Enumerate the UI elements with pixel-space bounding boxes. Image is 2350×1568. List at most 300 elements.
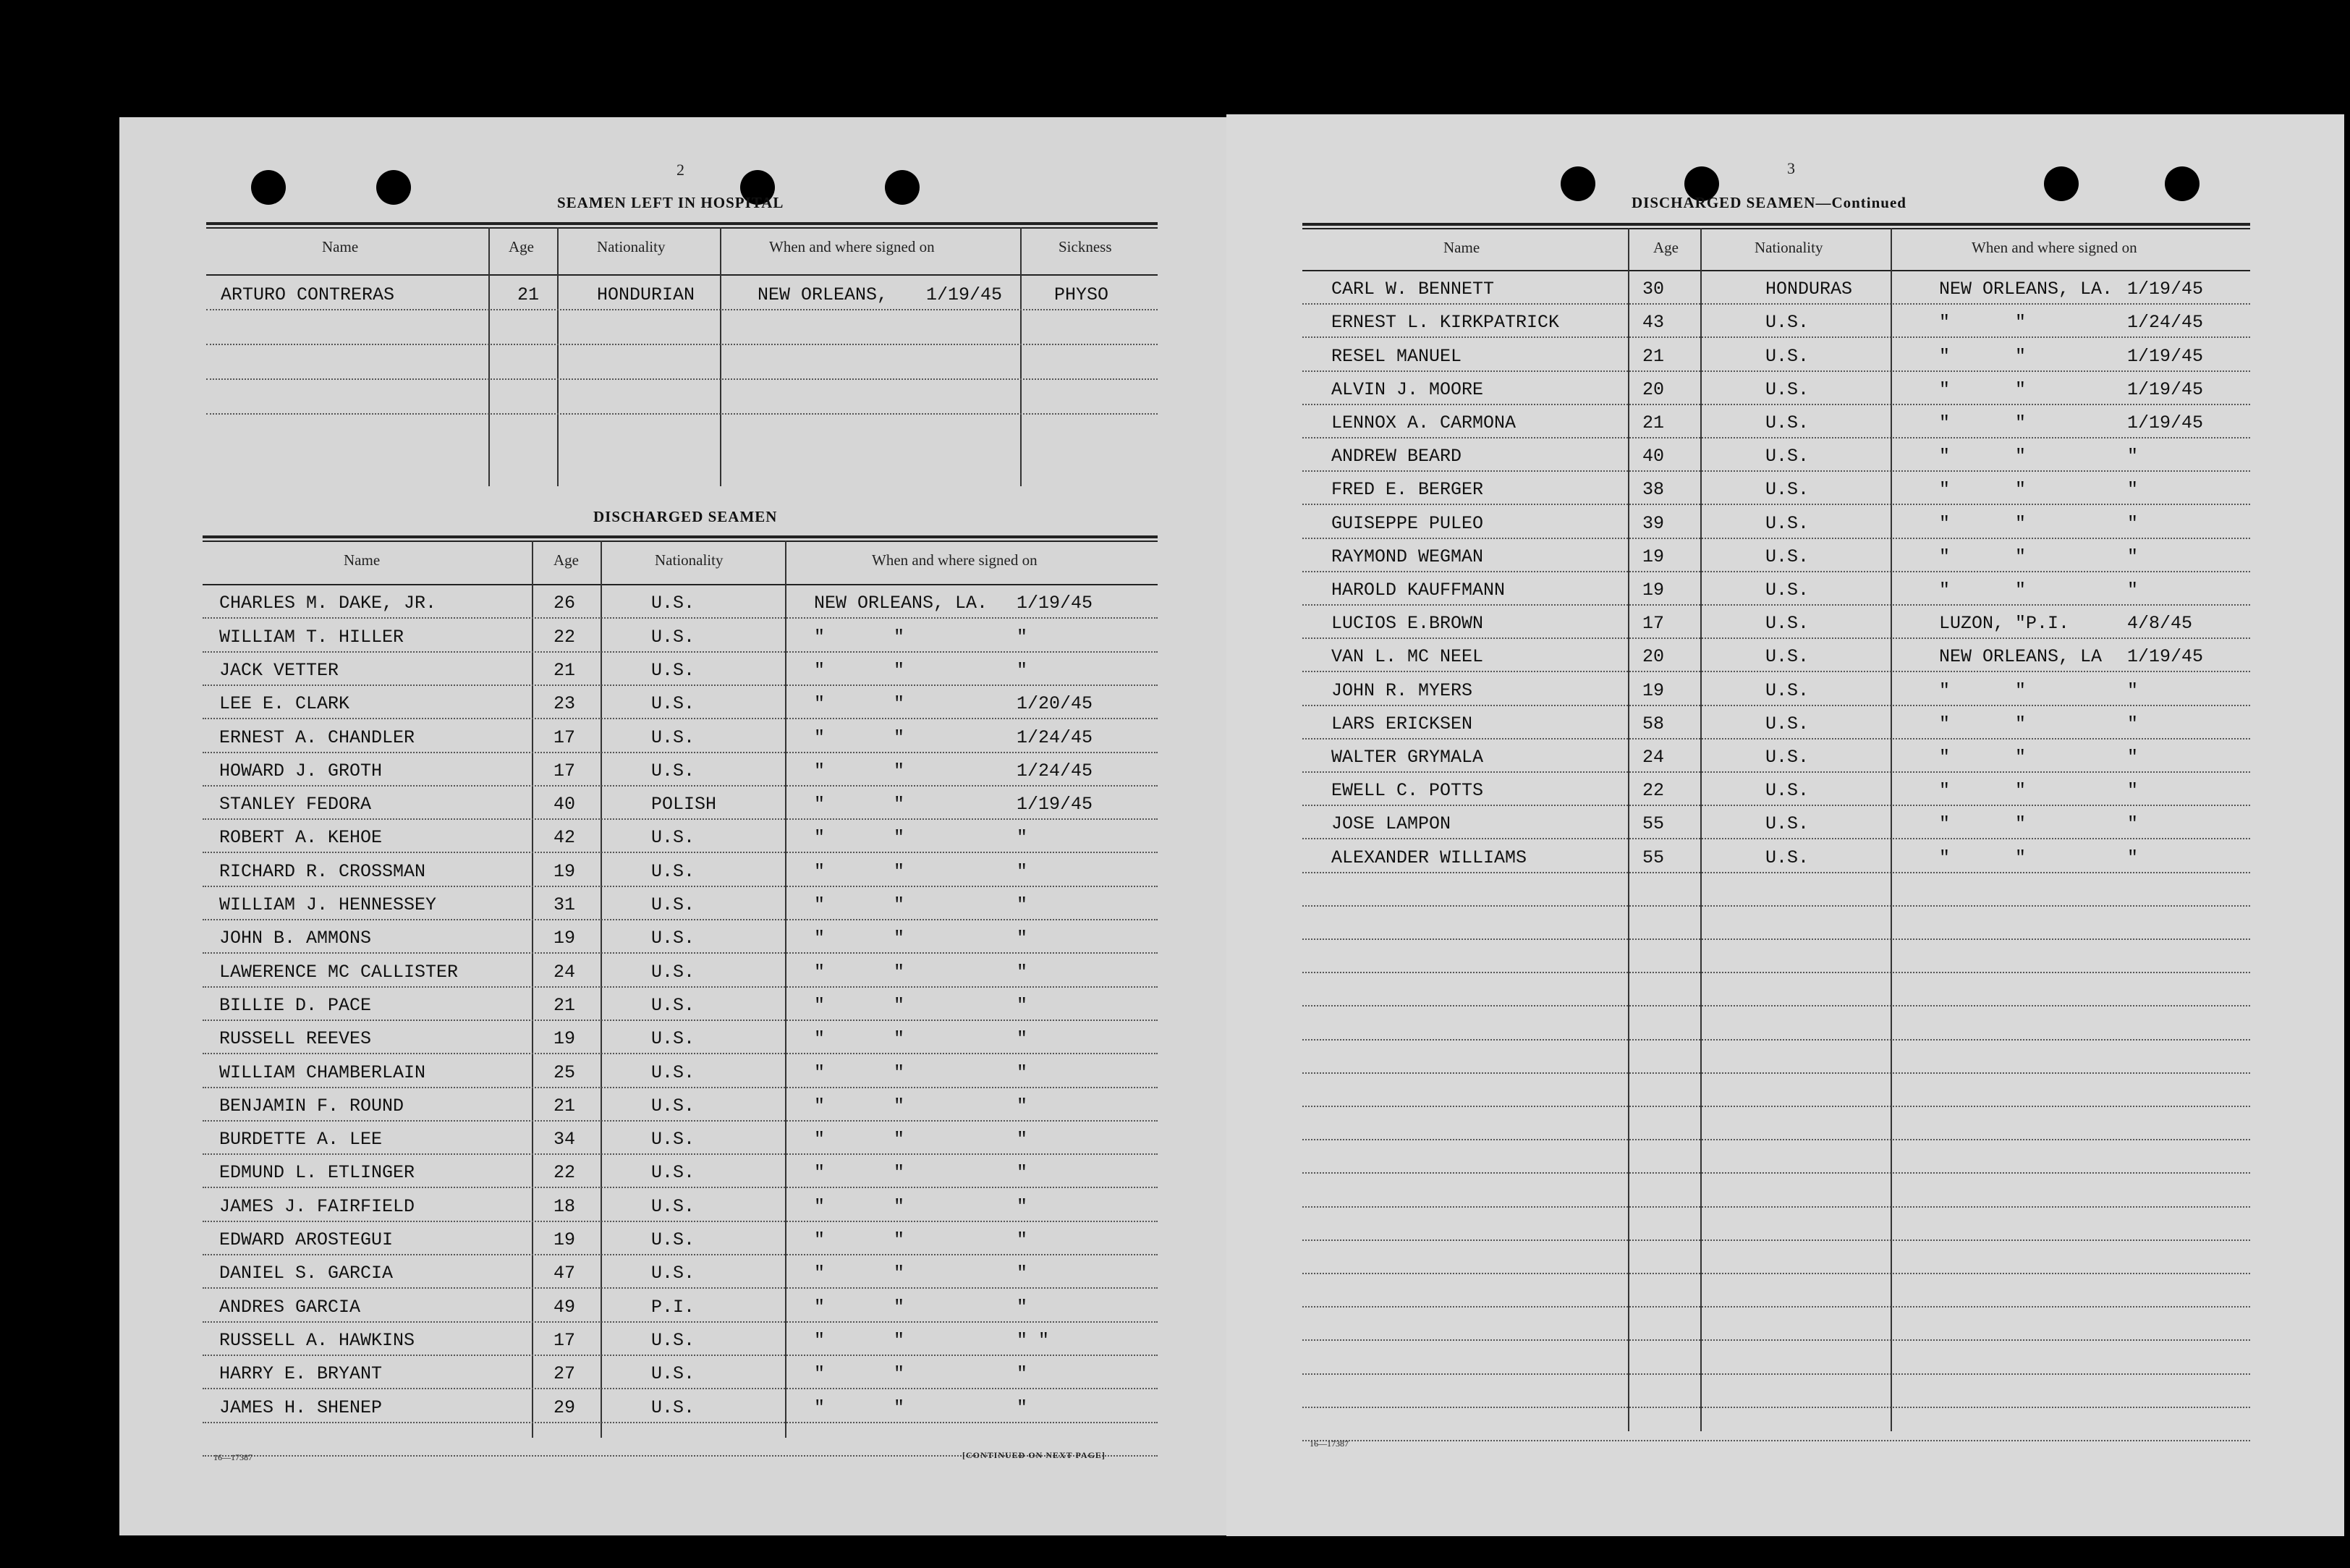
table-cell-where2: " <box>2015 345 2027 367</box>
table-cell-date: " <box>1017 1229 1028 1250</box>
table-cell-where2: " <box>894 994 905 1016</box>
table-cell-nationality: U.S. <box>1765 679 1810 701</box>
table-cell-where2: " <box>894 1363 905 1385</box>
column-divider <box>532 541 533 1438</box>
table-cell-nationality: U.S. <box>1765 546 1810 567</box>
table-cell-age: 19 <box>553 1229 576 1250</box>
table-cell-nationality: U.S. <box>651 726 695 748</box>
table-cell-where2: " <box>894 659 905 681</box>
table-cell-nationality: U.S. <box>651 1263 695 1284</box>
table-cell-where2: " <box>2015 679 2027 701</box>
table-cell-date: " <box>1017 1263 1028 1284</box>
table-cell-where1: " <box>814 726 826 748</box>
table-cell-nationality: U.S. <box>651 1397 695 1418</box>
table-cell-date: " <box>1017 1095 1028 1116</box>
table-cell-age: 21 <box>553 994 576 1016</box>
row-line <box>1302 336 2250 339</box>
row-line <box>1302 972 2250 974</box>
row-line <box>203 718 1158 720</box>
row-line <box>1302 838 2250 840</box>
table-cell-age: 17 <box>553 760 576 781</box>
punch-hole-icon <box>2044 166 2079 201</box>
table-cell-name: BURDETTE A. LEE <box>219 1129 383 1150</box>
row-line <box>1302 1005 2250 1007</box>
table-cell-age: 19 <box>1642 679 1665 701</box>
table-cell-nationality: HONDURAS <box>1765 279 1853 300</box>
table-cell-age: 19 <box>553 860 576 882</box>
table-cell-where1: " <box>814 928 826 949</box>
rule-line <box>206 274 1158 276</box>
table-cell-name: EDWARD AROSTEGUI <box>219 1229 394 1250</box>
punch-hole-icon <box>1561 166 1595 201</box>
table-cell-name: WALTER GRYMALA <box>1331 747 1484 768</box>
table-cell-age: 55 <box>1642 813 1665 835</box>
row-line <box>1302 805 2250 807</box>
column-header: Name <box>344 551 381 569</box>
table-cell-nationality: U.S. <box>1765 813 1810 835</box>
column-header: Name <box>322 238 359 255</box>
table-cell-name: LEE E. CLARK <box>219 693 350 715</box>
table-cell-nationality: U.S. <box>1765 412 1810 433</box>
table-cell-date: " <box>1017 994 1028 1016</box>
table-cell-age: 34 <box>553 1129 576 1150</box>
row-line <box>203 1187 1158 1189</box>
table-cell-age: 42 <box>553 827 576 849</box>
table-cell-age: 18 <box>553 1195 576 1217</box>
row-line <box>203 685 1158 687</box>
table-cell-where1: " <box>1939 546 1951 567</box>
table-cell-nationality: U.S. <box>651 626 695 648</box>
table-cell-where1: " <box>1939 847 1951 868</box>
table-cell-nationality: U.S. <box>1765 646 1810 668</box>
table-cell-nationality: U.S. <box>651 1028 695 1050</box>
table-cell-where2: " <box>894 626 905 648</box>
discharged-section-title: DISCHARGED SEAMEN <box>593 508 778 525</box>
column-divider <box>557 227 559 486</box>
table-cell-where1: " <box>1939 446 1951 467</box>
row-line <box>203 617 1158 619</box>
table-cell-nationality: U.S. <box>1765 378 1810 400</box>
table-cell-nationality: U.S. <box>651 593 695 614</box>
column-header: Nationality <box>1755 239 1823 256</box>
table-cell-age: 17 <box>1642 613 1665 635</box>
table-cell-date: " <box>1017 894 1028 915</box>
table-cell-nationality: U.S. <box>651 894 695 915</box>
table-cell-age: 30 <box>1642 279 1665 300</box>
table-cell-where2: " <box>2015 847 2027 868</box>
rule-line <box>206 222 1158 225</box>
row-line <box>203 1221 1158 1223</box>
row-line <box>1302 1339 2250 1342</box>
table-cell-date: " <box>2127 479 2139 501</box>
table-cell-age: 20 <box>1642 378 1665 400</box>
table-cell-where1: " <box>814 860 826 882</box>
table-cell-date: 1/19/45 <box>1017 593 1093 614</box>
table-cell-date: " <box>2127 446 2139 467</box>
table-cell-name: WILLIAM T. HILLER <box>219 626 404 648</box>
row-line <box>1302 705 2250 707</box>
table-cell-date: " <box>1017 928 1028 949</box>
punch-hole-icon <box>885 170 920 205</box>
table-cell-where2: " <box>894 1329 905 1351</box>
table-cell-age: 22 <box>1642 780 1665 802</box>
table-cell-name: JOSE LAMPON <box>1331 813 1451 835</box>
table-cell-name: LARS ERICKSEN <box>1331 713 1473 734</box>
row-line <box>1302 771 2250 774</box>
table-cell-where1: " <box>814 1129 826 1150</box>
table-cell-nationality: P.I. <box>651 1296 695 1318</box>
table-cell-name: GUISEPPE PULEO <box>1331 512 1484 534</box>
table-cell-where1: " <box>1939 679 1951 701</box>
table-cell-name: EDMUND L. ETLINGER <box>219 1162 415 1184</box>
table-cell-where2: " <box>894 1061 905 1083</box>
rule-line <box>203 541 1158 542</box>
table-cell-name: WILLIAM CHAMBERLAIN <box>219 1061 426 1083</box>
table-cell-age: 43 <box>1642 312 1665 334</box>
table-cell-where1: " <box>1939 747 1951 768</box>
column-header: Nationality <box>655 551 724 569</box>
table-cell-date: " <box>2127 847 2139 868</box>
table-cell-date: 1/24/45 <box>1017 726 1093 748</box>
table-cell-name: CARL W. BENNETT <box>1331 279 1495 300</box>
row-line <box>1302 1139 2250 1141</box>
table-cell-where1: " <box>814 1195 826 1217</box>
row-line <box>203 1254 1158 1256</box>
table-cell-where1: " <box>814 894 826 915</box>
row-line <box>203 1120 1158 1122</box>
table-cell-where2: " <box>894 1095 905 1116</box>
table-cell-where2: " <box>894 1195 905 1217</box>
table-cell-age: 58 <box>1642 713 1665 734</box>
row-line <box>1302 872 2250 874</box>
table-cell-nationality: U.S. <box>651 928 695 949</box>
row-line <box>1302 1106 2250 1108</box>
table-cell-nationality: U.S. <box>1765 747 1810 768</box>
table-cell-nationality: U.S. <box>651 693 695 715</box>
table-cell-date: 1/19/45 <box>2127 646 2204 668</box>
table-cell-nationality: U.S. <box>1765 479 1810 501</box>
table-cell-date: 1/20/45 <box>1017 693 1093 715</box>
table-cell-age: 39 <box>1642 512 1665 534</box>
table-cell-date: " <box>1017 1162 1028 1184</box>
table-cell-date: " <box>1017 961 1028 983</box>
table-cell-age: 38 <box>1642 479 1665 501</box>
table-cell-where2: " <box>894 726 905 748</box>
punch-hole-icon <box>251 170 286 205</box>
table-cell-name: JAMES H. SHENEP <box>219 1397 383 1418</box>
table-cell-nationality: U.S. <box>651 1195 695 1217</box>
table-cell-name: RESEL MANUEL <box>1331 345 1462 367</box>
table-cell-date: " <box>2127 580 2139 601</box>
table-cell-age: 21 <box>1642 345 1665 367</box>
table-cell-where1: NEW ORLEANS, LA <box>1939 646 2103 668</box>
row-line <box>1302 538 2250 540</box>
table-cell-where1: " <box>814 961 826 983</box>
table-cell-age: 40 <box>553 794 576 815</box>
column-header: Nationality <box>597 238 666 255</box>
table-cell-where: NEW ORLEANS, <box>758 284 888 305</box>
row-line <box>1302 671 2250 673</box>
table-cell-age: 26 <box>553 593 576 614</box>
table-cell-where1: " <box>814 994 826 1016</box>
table-cell-name: FRED E. BERGER <box>1331 479 1484 501</box>
table-cell-where2: " <box>894 1162 905 1184</box>
table-cell-age: 19 <box>1642 546 1665 567</box>
table-cell-where1: " <box>1939 713 1951 734</box>
page-number: 2 <box>676 161 684 179</box>
table-cell-name: HOWARD J. GROTH <box>219 760 383 781</box>
table-cell-name: JAMES J. FAIRFIELD <box>219 1195 415 1217</box>
table-cell-where1: " <box>1939 412 1951 433</box>
row-line <box>1302 637 2250 640</box>
table-cell-where1: " <box>1939 813 1951 835</box>
row-line <box>206 413 1158 415</box>
table-cell-nationality: U.S. <box>651 1061 695 1083</box>
table-cell-where1: LUZON, "P.I. <box>1939 613 2070 635</box>
table-cell-nationality: U.S. <box>651 659 695 681</box>
table-cell-nationality: U.S. <box>1765 345 1810 367</box>
row-line <box>1302 370 2250 373</box>
table-cell-nationality: U.S. <box>651 994 695 1016</box>
table-cell-nationality: U.S. <box>1765 847 1810 868</box>
table-cell-where2: " <box>894 928 905 949</box>
table-cell-where1: " <box>814 794 826 815</box>
table-cell-nationality: U.S. <box>651 760 695 781</box>
table-cell-where1: " <box>1939 479 1951 501</box>
table-cell-age: 40 <box>1642 446 1665 467</box>
table-cell-age: 27 <box>553 1363 576 1385</box>
table-cell-date: " <box>1017 1061 1028 1083</box>
table-cell-name: ANDREW BEARD <box>1331 446 1462 467</box>
row-line <box>1302 738 2250 740</box>
table-cell-age: 22 <box>553 1162 576 1184</box>
table-cell-where2: " <box>2015 713 2027 734</box>
column-header: Age <box>509 238 534 255</box>
table-cell-where2: " <box>894 1129 905 1150</box>
row-line <box>203 1287 1158 1289</box>
table-cell-where1: " <box>1939 512 1951 534</box>
table-cell-date: " <box>1017 626 1028 648</box>
table-cell-name: LENNOX A. CARMONA <box>1331 412 1517 433</box>
table-cell-nationality: U.S. <box>651 1162 695 1184</box>
table-cell-nationality: HONDURIAN <box>597 284 695 305</box>
row-line <box>203 1053 1158 1055</box>
row-line <box>1302 303 2250 305</box>
rule-line <box>1302 270 2250 271</box>
column-divider <box>720 227 721 486</box>
table-cell-nationality: U.S. <box>651 961 695 983</box>
table-cell-where2: " <box>894 894 905 915</box>
table-cell-name: BENJAMIN F. ROUND <box>219 1095 404 1116</box>
table-cell-date: 1/19/45 <box>2127 345 2204 367</box>
column-header: Age <box>553 551 579 569</box>
column-header: Name <box>1443 239 1480 256</box>
table-cell-where1: " <box>814 1296 826 1318</box>
table-cell-date: " <box>2127 679 2139 701</box>
row-line <box>1302 1373 2250 1376</box>
table-cell-where2: " <box>2015 546 2027 567</box>
table-cell-age: 47 <box>553 1263 576 1284</box>
column-header: Age <box>1653 239 1679 256</box>
table-cell-nationality: U.S. <box>1765 713 1810 734</box>
table-cell-name: JACK VETTER <box>219 659 339 681</box>
table-cell-name: VAN L. MC NEEL <box>1331 646 1484 668</box>
table-cell-name: HAROLD KAUFFMANN <box>1331 580 1506 601</box>
table-cell-nationality: U.S. <box>651 1363 695 1385</box>
table-cell-age: 31 <box>553 894 576 915</box>
table-cell-name: ERNEST L. KIRKPATRICK <box>1331 312 1560 334</box>
table-cell-where2: " <box>894 827 905 849</box>
table-cell-where1: NEW ORLEANS, LA. <box>1939 279 2113 300</box>
table-cell-where2: " <box>894 1229 905 1250</box>
column-divider <box>1628 228 1629 1431</box>
table-cell-name: LUCIOS E.BROWN <box>1331 613 1484 635</box>
table-cell-nationality: U.S. <box>651 827 695 849</box>
table-cell-date: " <box>2127 713 2139 734</box>
punch-hole-icon <box>376 170 411 205</box>
row-line <box>206 378 1158 381</box>
row-line <box>203 852 1158 854</box>
column-divider <box>1891 228 1892 1431</box>
table-cell-date: 4/8/45 <box>2127 613 2193 635</box>
table-cell-nationality: U.S. <box>1765 446 1810 467</box>
table-cell-where1: " <box>814 1363 826 1385</box>
table-cell-where1: " <box>1939 312 1951 334</box>
table-cell-date: 1/19/45 <box>2127 412 2204 433</box>
table-cell-age: 19 <box>553 928 576 949</box>
table-cell-where1: " <box>814 1397 826 1418</box>
table-cell-where2: " <box>894 760 905 781</box>
table-cell-age: 21 <box>1642 412 1665 433</box>
row-line <box>1302 1407 2250 1409</box>
row-line <box>203 1422 1158 1424</box>
row-line <box>203 919 1158 921</box>
table-cell-age: 29 <box>553 1397 576 1418</box>
row-line <box>206 309 1158 311</box>
table-cell-where2: " <box>2015 378 2027 400</box>
table-cell-where2: " <box>2015 446 2027 467</box>
column-header: Sickness <box>1059 238 1112 255</box>
table-cell-date: " <box>1017 860 1028 882</box>
table-cell-where1: " <box>1939 345 1951 367</box>
table-cell-nationality: U.S. <box>651 1329 695 1351</box>
continued-note: [CONTINUED ON NEXT PAGE] <box>962 1450 1106 1460</box>
row-line <box>1302 504 2250 506</box>
table-cell-where1: " <box>814 1095 826 1116</box>
row-line <box>203 1087 1158 1089</box>
table-cell-age: 25 <box>553 1061 576 1083</box>
right-page <box>1226 114 2344 1536</box>
column-divider <box>488 227 490 486</box>
table-cell-name: ALEXANDER WILLIAMS <box>1331 847 1527 868</box>
table-cell-age: 55 <box>1642 847 1665 868</box>
table-cell-date: 1/19/45 <box>926 284 1003 305</box>
table-cell-where2: " <box>2015 479 2027 501</box>
row-line <box>1302 571 2250 573</box>
table-cell-where2: " <box>894 860 905 882</box>
table-cell-where1: " <box>814 626 826 648</box>
table-cell-name: ARTURO CONTRERAS <box>221 284 395 305</box>
row-line <box>203 886 1158 888</box>
rule-line <box>203 584 1158 585</box>
table-cell-where1: " <box>814 1061 826 1083</box>
table-cell-nationality: U.S. <box>1765 580 1810 601</box>
table-cell-date: " <box>2127 546 2139 567</box>
column-divider <box>1020 227 1022 486</box>
table-cell-date: " <box>1017 1296 1028 1318</box>
row-line <box>1302 437 2250 439</box>
rule-line <box>1302 228 2250 229</box>
table-cell-name: RICHARD R. CROSSMAN <box>219 860 426 882</box>
table-cell-age: 24 <box>553 961 576 983</box>
table-cell-where2: " <box>894 1397 905 1418</box>
table-cell-where1: " <box>1939 580 1951 601</box>
table-cell-nationality: U.S. <box>1765 512 1810 534</box>
row-line <box>203 752 1158 754</box>
table-cell-where2: " <box>2015 780 2027 802</box>
table-cell-where2: " <box>894 961 905 983</box>
table-cell-where1: " <box>814 1028 826 1050</box>
table-cell-date: " <box>2127 512 2139 534</box>
table-cell-name: ROBERT A. KEHOE <box>219 827 383 849</box>
table-cell-where1: " <box>814 827 826 849</box>
discharged-continued-title: DISCHARGED SEAMEN—Continued <box>1632 194 1906 211</box>
table-cell-where2: " <box>894 794 905 815</box>
table-cell-name: DANIEL S. GARCIA <box>219 1263 394 1284</box>
table-cell-age: 19 <box>553 1028 576 1050</box>
table-cell-name: RAYMOND WEGMAN <box>1331 546 1484 567</box>
table-cell-where1: " <box>814 1229 826 1250</box>
table-cell-where1: " <box>1939 780 1951 802</box>
table-cell-where2: " <box>894 1263 905 1284</box>
table-cell-where1: NEW ORLEANS, LA. <box>814 593 988 614</box>
row-line <box>1302 1206 2250 1208</box>
table-cell-nationality: U.S. <box>651 1095 695 1116</box>
row-line <box>1302 1273 2250 1275</box>
table-cell-age: 17 <box>553 1329 576 1351</box>
table-cell-date: " <box>1017 659 1028 681</box>
table-cell-date: " <box>2127 780 2139 802</box>
table-cell-where2: " <box>894 1028 905 1050</box>
row-line <box>203 1388 1158 1390</box>
table-cell-age: 17 <box>553 726 576 748</box>
punch-hole-icon <box>2165 166 2200 201</box>
row-line <box>1302 470 2250 472</box>
table-cell-nationality: U.S. <box>651 1229 695 1250</box>
table-cell-name: ALVIN J. MOORE <box>1331 378 1484 400</box>
left-page <box>119 117 1226 1535</box>
table-cell-age: 21 <box>517 284 540 305</box>
table-cell-where2: " <box>894 693 905 715</box>
table-cell-nationality: U.S. <box>1765 312 1810 334</box>
row-line <box>1302 1239 2250 1242</box>
row-line <box>1302 905 2250 907</box>
row-line <box>1302 1072 2250 1075</box>
row-line <box>203 785 1158 787</box>
table-cell-date: 1/19/45 <box>2127 279 2204 300</box>
table-cell-date: 1/19/45 <box>2127 378 2204 400</box>
table-cell-date: " <box>1017 1195 1028 1217</box>
table-cell-name: ERNEST A. CHANDLER <box>219 726 415 748</box>
row-line <box>1302 938 2250 941</box>
column-divider <box>785 541 786 1438</box>
table-cell-where1: " <box>814 693 826 715</box>
table-cell-where2: " <box>2015 412 2027 433</box>
table-cell-date: " <box>1017 1397 1028 1418</box>
form-number: 16—17387 <box>213 1452 253 1462</box>
table-cell-name: STANLEY FEDORA <box>219 794 372 815</box>
row-line <box>1302 1172 2250 1174</box>
